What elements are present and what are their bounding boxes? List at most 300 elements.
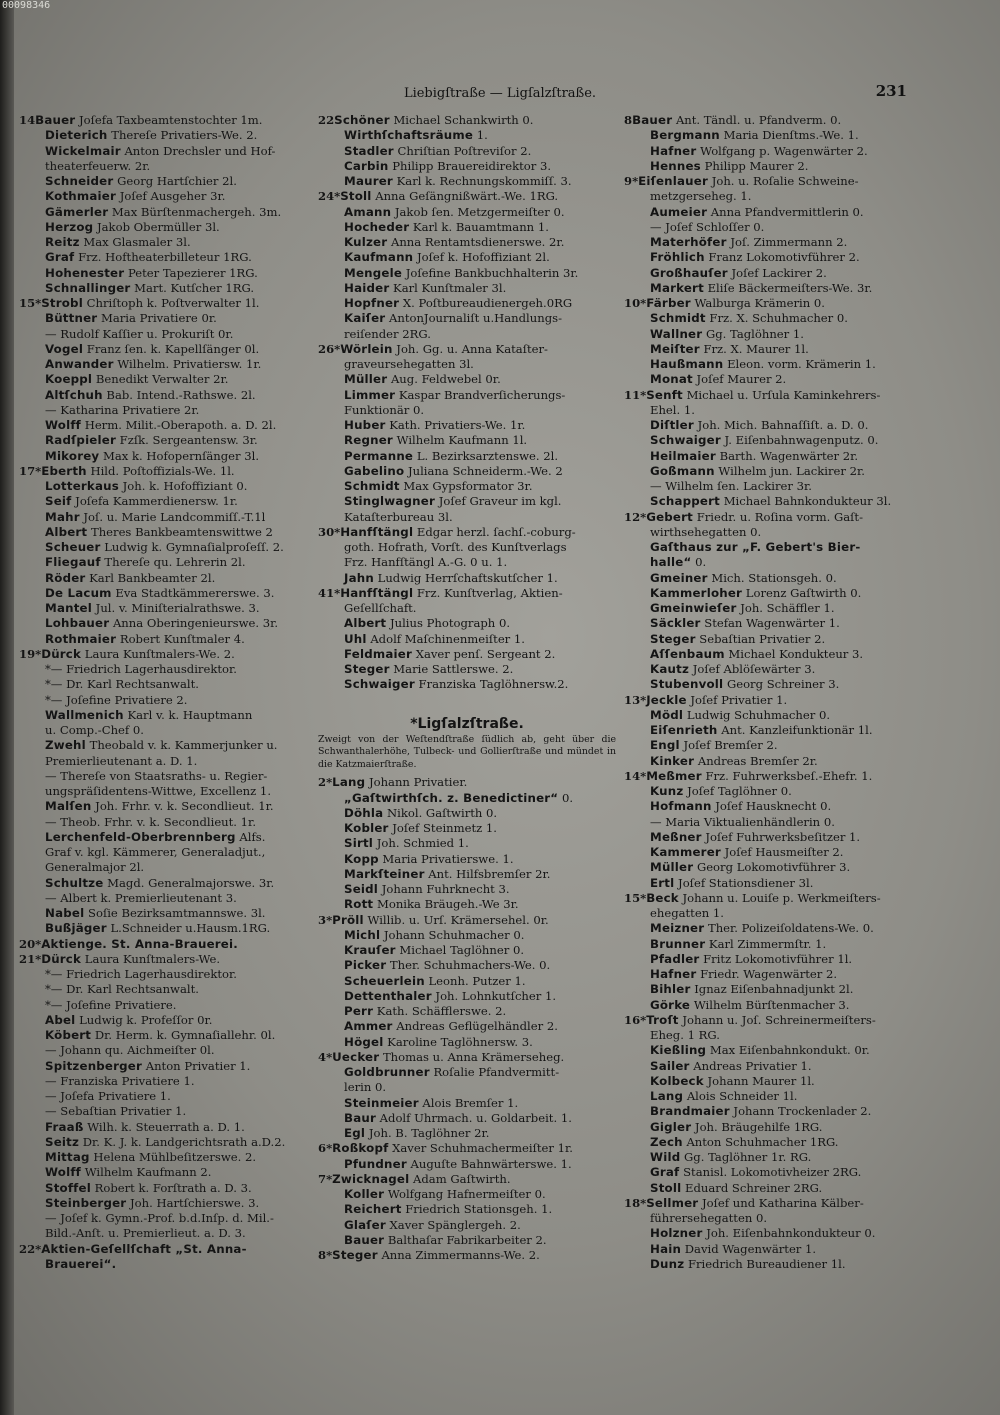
resident-details: Anton Schuhmacher 1RG. — [686, 1134, 839, 1149]
column-3 — [624, 113, 910, 1272]
directory-entry — [318, 479, 616, 494]
resident-name: Schöner — [334, 113, 390, 127]
resident-name: Spitzenberger — [45, 1058, 143, 1073]
directory-entry — [318, 958, 616, 973]
house-number: 12* — [624, 509, 647, 524]
resident-details: Joſefine Bankbuchhalterin 3r. — [405, 265, 579, 280]
resident-details: Auguſte Bahnwärterswe. 1. — [410, 1156, 572, 1171]
resident-name: Sellmer — [646, 1195, 699, 1210]
resident-name: Jeckle — [646, 692, 687, 707]
resident-details: Joh. Mich. Bahnaſſiſt. a. D. 0. — [697, 418, 869, 432]
resident-details: — Joſef Schloſſer 0. — [650, 219, 765, 234]
directory-entry — [624, 1089, 910, 1104]
directory-entry — [19, 632, 311, 647]
resident-details: Graf v. kgl. Kämmerer, Generaladjut., — [45, 845, 266, 859]
resident-details: Max k. Hofopernſänger 3l. — [103, 448, 260, 463]
house-number: 20* — [19, 936, 42, 951]
resident-name: Rott — [344, 897, 374, 912]
directory-entry — [19, 921, 311, 936]
resident-details: X. Poſtbureaudienergeh.0RG — [402, 296, 573, 310]
resident-details: Andreas Bremſer 2r. — [697, 753, 818, 768]
resident-name: Scheuerlein — [344, 973, 425, 988]
directory-entry — [318, 1218, 616, 1233]
directory-entry — [624, 921, 910, 936]
directory-entry — [318, 266, 616, 281]
resident-details: Frz. Hanfſtängl A.-G. 0 u. 1. — [344, 555, 508, 570]
resident-details: — Johann qu. Aichmeiſter 0l. — [45, 1043, 215, 1058]
resident-details: Wilhelm Kaufmann 2. — [84, 1165, 212, 1180]
resident-name: Meiſter — [650, 341, 700, 356]
resident-details: Robert Kunſtmaler 4. — [119, 631, 245, 646]
directory-entry — [318, 372, 616, 387]
resident-details: Ant. Hilfsbremſer 2r. — [428, 866, 551, 881]
directory-entry — [19, 1074, 311, 1089]
resident-name: Hohenester — [45, 265, 125, 280]
resident-name: Dieterich — [45, 128, 108, 143]
directory-entry — [19, 738, 311, 753]
resident-details: Joh. Schäffler 1. — [740, 601, 835, 615]
resident-details: 0. — [695, 555, 707, 570]
directory-entry — [624, 266, 910, 281]
resident-details: Dr. K. J. k. Landgerichtsrath a.D.2. — [82, 1134, 286, 1149]
directory-entry — [318, 250, 616, 265]
directory-entry — [318, 296, 616, 311]
resident-name: Abel — [45, 1012, 76, 1027]
resident-details: Philipp Maurer 2. — [704, 158, 809, 173]
resident-details: Max Bürſtenmachergeh. 3m. — [111, 204, 282, 219]
resident-name: Schneider — [45, 174, 114, 188]
resident-details: L.Schneider u.Hausm.1RG. — [110, 921, 271, 936]
directory-entry — [624, 1013, 910, 1028]
resident-name: Glaſer — [344, 1217, 386, 1232]
directory-entry — [19, 1226, 311, 1241]
directory-entry — [19, 1104, 311, 1119]
resident-details: Willib. u. Urſ. Krämersehel. 0r. — [367, 912, 549, 927]
directory-entry — [318, 897, 616, 912]
directory-entry — [318, 1111, 616, 1126]
directory-entry — [624, 860, 910, 875]
resident-name: Schmidt — [650, 311, 706, 326]
resident-name: Wirthſchaftsräume — [344, 128, 474, 143]
resident-name: Eberth — [41, 463, 87, 478]
directory-entry — [318, 1019, 616, 1034]
resident-details: Marie Sattlerswe. 2. — [393, 662, 514, 676]
resident-name: Gmeiner — [650, 570, 708, 585]
resident-details: Michael Taglöhner 0. — [399, 943, 525, 958]
resident-details: Johann Privatier. — [368, 775, 468, 790]
directory-entry — [19, 266, 311, 281]
directory-entry — [318, 144, 616, 159]
resident-details: Frz. X. Maurer 1l. — [703, 341, 809, 356]
directory-entry — [624, 220, 910, 235]
directory-entry — [624, 433, 910, 448]
resident-details: *— Dr. Karl Rechtsanwalt. — [45, 677, 199, 692]
directory-entry — [19, 799, 311, 814]
resident-details: Joh. u. Roſalie Schweine- — [711, 174, 859, 188]
directory-entry — [19, 1242, 311, 1257]
resident-details: Joh. Lohnkutſcher 1. — [435, 988, 557, 1003]
resident-details: Joſef Fuhrwerksbeſitzer 1. — [705, 829, 861, 844]
directory-entry — [19, 967, 311, 982]
directory-entry — [624, 296, 910, 311]
resident-details: Joſef k. Hofoffiziant 2l. — [416, 250, 550, 265]
house-number: 8 — [624, 113, 633, 127]
resident-details: Ant. Kanzleifunktionär 1l. — [721, 723, 873, 737]
directory-entry — [318, 1096, 616, 1111]
directory-entry — [318, 388, 616, 403]
street-heading: *Ligſalzſtraße. — [410, 715, 524, 732]
resident-details: Maria Privatiere 0r. — [100, 311, 217, 326]
resident-name: Schnallinger — [45, 280, 131, 295]
directory-entry — [19, 281, 311, 296]
resident-name: Mödl — [650, 707, 684, 722]
directory-entry — [318, 616, 616, 631]
resident-name: Mengele — [344, 265, 403, 280]
resident-name: Senft — [646, 387, 683, 402]
resident-name: Kunz — [650, 784, 684, 798]
directory-entry — [318, 1126, 616, 1141]
resident-details: Johann Maurer 1l. — [707, 1073, 815, 1088]
resident-name: Lang — [650, 1089, 684, 1103]
resident-details: Frz. X. Schuhmacher 0. — [709, 311, 848, 326]
directory-entry — [19, 860, 311, 875]
directory-entry — [318, 882, 616, 897]
directory-entry — [19, 479, 311, 494]
resident-name: Eiſenrieth — [650, 723, 718, 737]
directory-entry — [624, 830, 910, 845]
resident-name: Huber — [344, 418, 386, 432]
resident-details: Michael Kondukteur 3. — [728, 646, 864, 661]
column-2 — [318, 113, 616, 1263]
resident-details: — Katharina Privatiere 2r. — [45, 402, 200, 417]
resident-details: — Franziska Privatiere 1. — [45, 1073, 195, 1088]
resident-details: 1. — [476, 128, 488, 143]
resident-name: Engl — [650, 738, 680, 753]
resident-name: Picker — [344, 958, 387, 973]
resident-name: Beck — [646, 890, 679, 905]
directory-entry — [19, 1059, 311, 1074]
resident-details: lerin 0. — [344, 1080, 387, 1095]
directory-entry — [318, 806, 616, 821]
resident-details: Thomas u. Anna Krämerseheg. — [382, 1049, 565, 1064]
resident-details: Joh. Bräugehilfe 1RG. — [694, 1119, 823, 1134]
directory-entry — [19, 1089, 311, 1104]
resident-details: Ludwig k. Gymnaſialproſeſſ. 2. — [104, 540, 284, 554]
resident-details: Max Glasmaler 3l. — [83, 235, 191, 249]
resident-details: Joſef Hausknecht 0. — [715, 799, 832, 814]
resident-details: Julius Photograph 0. — [389, 616, 510, 631]
resident-name: Steinberger — [45, 1195, 127, 1210]
directory-entry — [624, 1028, 910, 1043]
resident-details: Joſ. u. Marie Landcommiſſ.-T.1l — [83, 509, 266, 524]
directory-entry — [624, 632, 910, 647]
resident-details: Bild.-Anſt. u. Premierlieut. a. D. 3. — [45, 1226, 246, 1241]
directory-entry — [624, 327, 910, 342]
directory-entry — [318, 1233, 616, 1248]
resident-details: Joſef Bremſer 2. — [683, 738, 778, 753]
resident-details: Monika Bräugeh.-We 3r. — [376, 897, 519, 912]
resident-name: Lerchenfeld-Oberbrennberg — [45, 829, 236, 844]
resident-name: Scheuer — [45, 540, 101, 554]
resident-name: Kothmaier — [45, 189, 116, 204]
resident-name: Dettenthaler — [344, 988, 432, 1003]
resident-details: Joh. k. Hofoffiziant 0. — [122, 479, 248, 493]
directory-entry — [19, 327, 311, 342]
directory-entry — [318, 327, 616, 342]
resident-details: Wilhelm. Privatiersw. 1r. — [117, 357, 262, 371]
resident-details: Kaspar Brandverſicherungs- — [398, 387, 566, 402]
directory-entry — [19, 723, 311, 738]
resident-name: Goßmann — [650, 463, 715, 478]
resident-details: Funktionär 0. — [344, 402, 425, 417]
directory-entry — [318, 555, 616, 570]
resident-name: Lang — [332, 775, 366, 790]
resident-name: Malſen — [45, 799, 92, 814]
directory-entry — [19, 1150, 311, 1165]
resident-name: Gämerler — [45, 204, 109, 219]
directory-entry — [19, 906, 311, 921]
resident-name: Kautz — [650, 662, 690, 676]
resident-name: Regner — [344, 433, 393, 448]
resident-name: Görke — [650, 997, 691, 1012]
directory-entry — [19, 784, 311, 799]
directory-entry — [318, 281, 616, 296]
resident-name: Fliegauf — [45, 555, 101, 570]
resident-details: Jakob ſen. Metzgermeiſter 0. — [394, 204, 565, 219]
directory-entry — [19, 525, 311, 540]
directory-entry — [19, 159, 311, 174]
resident-name: Limmer — [344, 387, 396, 402]
directory-entry — [624, 113, 910, 128]
resident-name: Feldmaier — [344, 646, 412, 661]
resident-details: Ant. Tändl. u. Pfandverm. 0. — [675, 113, 842, 127]
resident-details: Lorenz Gaſtwirth 0. — [745, 585, 862, 600]
resident-details: L. Bezirksarztenswe. 2l. — [416, 448, 559, 463]
resident-details: Ther. Polizeiſoldatens-We. 0. — [707, 921, 874, 936]
directory-entry — [19, 677, 311, 692]
resident-details: David Wagenwärter 1. — [684, 1241, 817, 1256]
directory-entry — [19, 311, 311, 326]
resident-details: Wolfgang p. Wagenwärter 2. — [700, 143, 868, 158]
resident-details: Chriſtoph k. Poſtverwalter 1l. — [86, 296, 260, 310]
directory-entry — [19, 388, 311, 403]
resident-details: Ludwig Schuhmacher 0. — [686, 707, 831, 722]
resident-name: Herzog — [45, 219, 94, 234]
resident-details: Joſef Stationsdiener 3l. — [678, 875, 814, 890]
directory-entry — [19, 296, 311, 311]
resident-name: Wickelmair — [45, 143, 121, 158]
house-number: 9* — [624, 174, 639, 188]
resident-details: Franz Lokomotivführer 2. — [708, 250, 860, 265]
resident-name: Pfundner — [344, 1156, 407, 1171]
directory-entry — [318, 311, 616, 326]
house-number: 7* — [318, 1171, 333, 1186]
directory-entry — [624, 281, 910, 296]
resident-details: Hild. Poſtoffizials-We. 1l. — [90, 463, 235, 478]
directory-entry — [624, 998, 910, 1013]
resident-name: Ertl — [650, 875, 675, 890]
directory-entry — [318, 791, 616, 806]
resident-details: Premierlieutenant a. D. 1. — [45, 753, 198, 768]
resident-details: Georg Schreiner 3. — [726, 677, 840, 692]
directory-entry — [19, 876, 311, 891]
directory-entry — [624, 647, 910, 662]
directory-entry — [318, 510, 616, 525]
directory-entry — [318, 525, 616, 540]
resident-name: Hopfner — [344, 296, 400, 310]
resident-details: Joſ. Zimmermann 2. — [730, 235, 848, 249]
resident-details: Anna Zimmermanns-We. 2. — [381, 1248, 540, 1263]
resident-details: Joſef Ausgeher 3r. — [119, 189, 226, 204]
resident-name: Steinmeier — [344, 1095, 419, 1110]
directory-entry — [318, 1141, 616, 1156]
resident-name: Stadler — [344, 143, 394, 158]
resident-name: Mantel — [45, 601, 92, 615]
resident-details: Eduard Schreiner 2RG. — [685, 1180, 823, 1195]
resident-details: — Joſef k. Gymn.-Prof. b.d.Inſp. d. Mil.- — [45, 1211, 274, 1225]
resident-details: Stefan Wagenwärter 1. — [704, 616, 840, 631]
resident-name: Gabelino — [344, 463, 405, 478]
directory-entry — [19, 144, 311, 159]
directory-entry — [624, 693, 910, 708]
directory-entry — [318, 1202, 616, 1217]
directory-entry — [19, 235, 311, 250]
directory-entry — [624, 144, 910, 159]
directory-entry — [19, 220, 311, 235]
directory-entry — [318, 1050, 616, 1065]
resident-name: Steger — [332, 1248, 378, 1263]
resident-details: Joh. B. Taglöhner 2r. — [368, 1126, 490, 1141]
resident-details: Frz. Hoftheaterbilleteur 1RG. — [78, 250, 252, 265]
directory-entry — [19, 815, 311, 830]
resident-details: Wilhelm Bürſtenmacher 3. — [693, 997, 850, 1012]
resident-name: Stoll — [650, 1180, 682, 1195]
resident-details: Jakob Obermüller 3l. — [97, 219, 220, 234]
directory-entry — [19, 342, 311, 357]
directory-entry — [19, 662, 311, 677]
directory-entry — [624, 769, 910, 784]
directory-entry — [318, 403, 616, 418]
resident-name: Aumeier — [650, 204, 708, 219]
resident-name: Stoll — [340, 189, 372, 204]
directory-entry — [19, 937, 311, 952]
resident-name: Pfadler — [650, 951, 700, 966]
directory-entry — [318, 1004, 616, 1019]
resident-name: Hocheder — [344, 219, 410, 234]
directory-entry — [318, 1157, 616, 1172]
directory-entry — [318, 418, 616, 433]
directory-entry — [624, 357, 910, 372]
resident-details: Karl v. k. Hauptmann — [127, 707, 253, 722]
house-number: 16* — [624, 1012, 647, 1027]
directory-entry — [318, 357, 616, 372]
resident-name: Schwaiger — [344, 677, 415, 692]
directory-entry — [318, 586, 616, 601]
house-number: 2* — [318, 775, 333, 790]
directory-entry — [19, 571, 311, 586]
resident-name: Reitz — [45, 235, 80, 249]
resident-name: Schwaiger — [650, 433, 721, 448]
resident-details: Joh. Frhr. v. k. Secondlieut. 1r. — [95, 799, 274, 814]
directory-entry — [624, 449, 910, 464]
resident-name: Högel — [344, 1034, 384, 1049]
resident-details: Anna Geſängnißwärt.-We. 1RG. — [375, 189, 559, 204]
house-number: 8* — [318, 1248, 333, 1263]
directory-entry — [624, 616, 910, 631]
directory-entry — [318, 867, 616, 882]
resident-details: Karl Zimmermſtr. 1. — [708, 936, 827, 951]
resident-details: Ludwig Herrſchaftskutſcher 1. — [377, 570, 558, 585]
resident-name: Röder — [45, 570, 86, 585]
resident-name: Goldbrunner — [344, 1065, 430, 1080]
directory-entry — [624, 1135, 910, 1150]
directory-entry — [19, 205, 311, 220]
resident-name: Hafner — [650, 143, 697, 158]
directory-entry — [19, 1043, 311, 1058]
directory-entry — [624, 403, 910, 418]
directory-entry — [318, 601, 616, 616]
directory-entry — [624, 1059, 910, 1074]
directory-entry — [624, 525, 910, 540]
resident-name: Schappert — [650, 494, 720, 509]
resident-details: Gg. Taglöhner 1. — [705, 326, 804, 341]
resident-details: Franziska Taglöhnersw.2. — [418, 677, 569, 692]
resident-details: Walburga Krämerin 0. — [694, 296, 825, 310]
resident-name: Müller — [344, 372, 388, 387]
resident-details: führersehegatten 0. — [650, 1211, 768, 1225]
directory-entry — [19, 555, 311, 570]
directory-entry — [624, 1120, 910, 1135]
directory-entry — [624, 159, 910, 174]
house-number: 14* — [624, 768, 647, 783]
directory-entry — [624, 1242, 910, 1257]
resident-details: Frz. Kunſtverlag, Aktien- — [416, 585, 563, 600]
resident-name: Carbin — [344, 158, 389, 173]
directory-entry — [318, 1065, 616, 1080]
resident-name: Albert — [344, 616, 387, 631]
house-number: 4* — [318, 1049, 333, 1064]
directory-entry — [318, 159, 616, 174]
page-number: 231 — [875, 82, 907, 100]
directory-entry — [624, 1165, 910, 1180]
resident-details: Maria Privatierswe. 1. — [382, 851, 514, 866]
resident-details: Franz ſen. k. Kapellſänger 0l. — [86, 341, 260, 356]
resident-details: J. Eiſenbahnwagenputz. 0. — [724, 433, 879, 448]
resident-details: Wolfgang Hafnermeiſter 0. — [387, 1187, 546, 1202]
directory-entry — [624, 982, 910, 997]
resident-details: Ignaz Eiſenbahnadjunkt 2l. — [694, 982, 854, 997]
resident-details: Philipp Brauereidirektor 3. — [392, 158, 552, 173]
resident-details: Friedr. u. Roſina vorm. Gaſt- — [696, 509, 863, 524]
resident-details: Generalmajor 2l. — [45, 860, 145, 875]
resident-details: Michael Schankwirth 0. — [393, 113, 534, 127]
directory-entry — [318, 1080, 616, 1095]
resident-name: Dürck — [41, 646, 82, 661]
resident-details: Theres Bankbeamtenswittwe 2 — [90, 524, 273, 539]
directory-entry — [624, 708, 910, 723]
resident-name: Michl — [344, 927, 381, 942]
directory-entry — [624, 952, 910, 967]
directory-entry — [19, 418, 311, 433]
resident-details: — Theob. Frhr. v. k. Secondlieut. 1r. — [45, 814, 257, 829]
directory-entry — [624, 586, 910, 601]
resident-name: Hanfſtängl — [340, 524, 414, 539]
resident-name: Wolff — [45, 1165, 82, 1180]
resident-details: Joſef Steinmetz 1. — [392, 821, 497, 836]
directory-entry — [318, 836, 616, 851]
house-number: 15* — [624, 890, 647, 905]
house-number: 21* — [19, 951, 42, 966]
